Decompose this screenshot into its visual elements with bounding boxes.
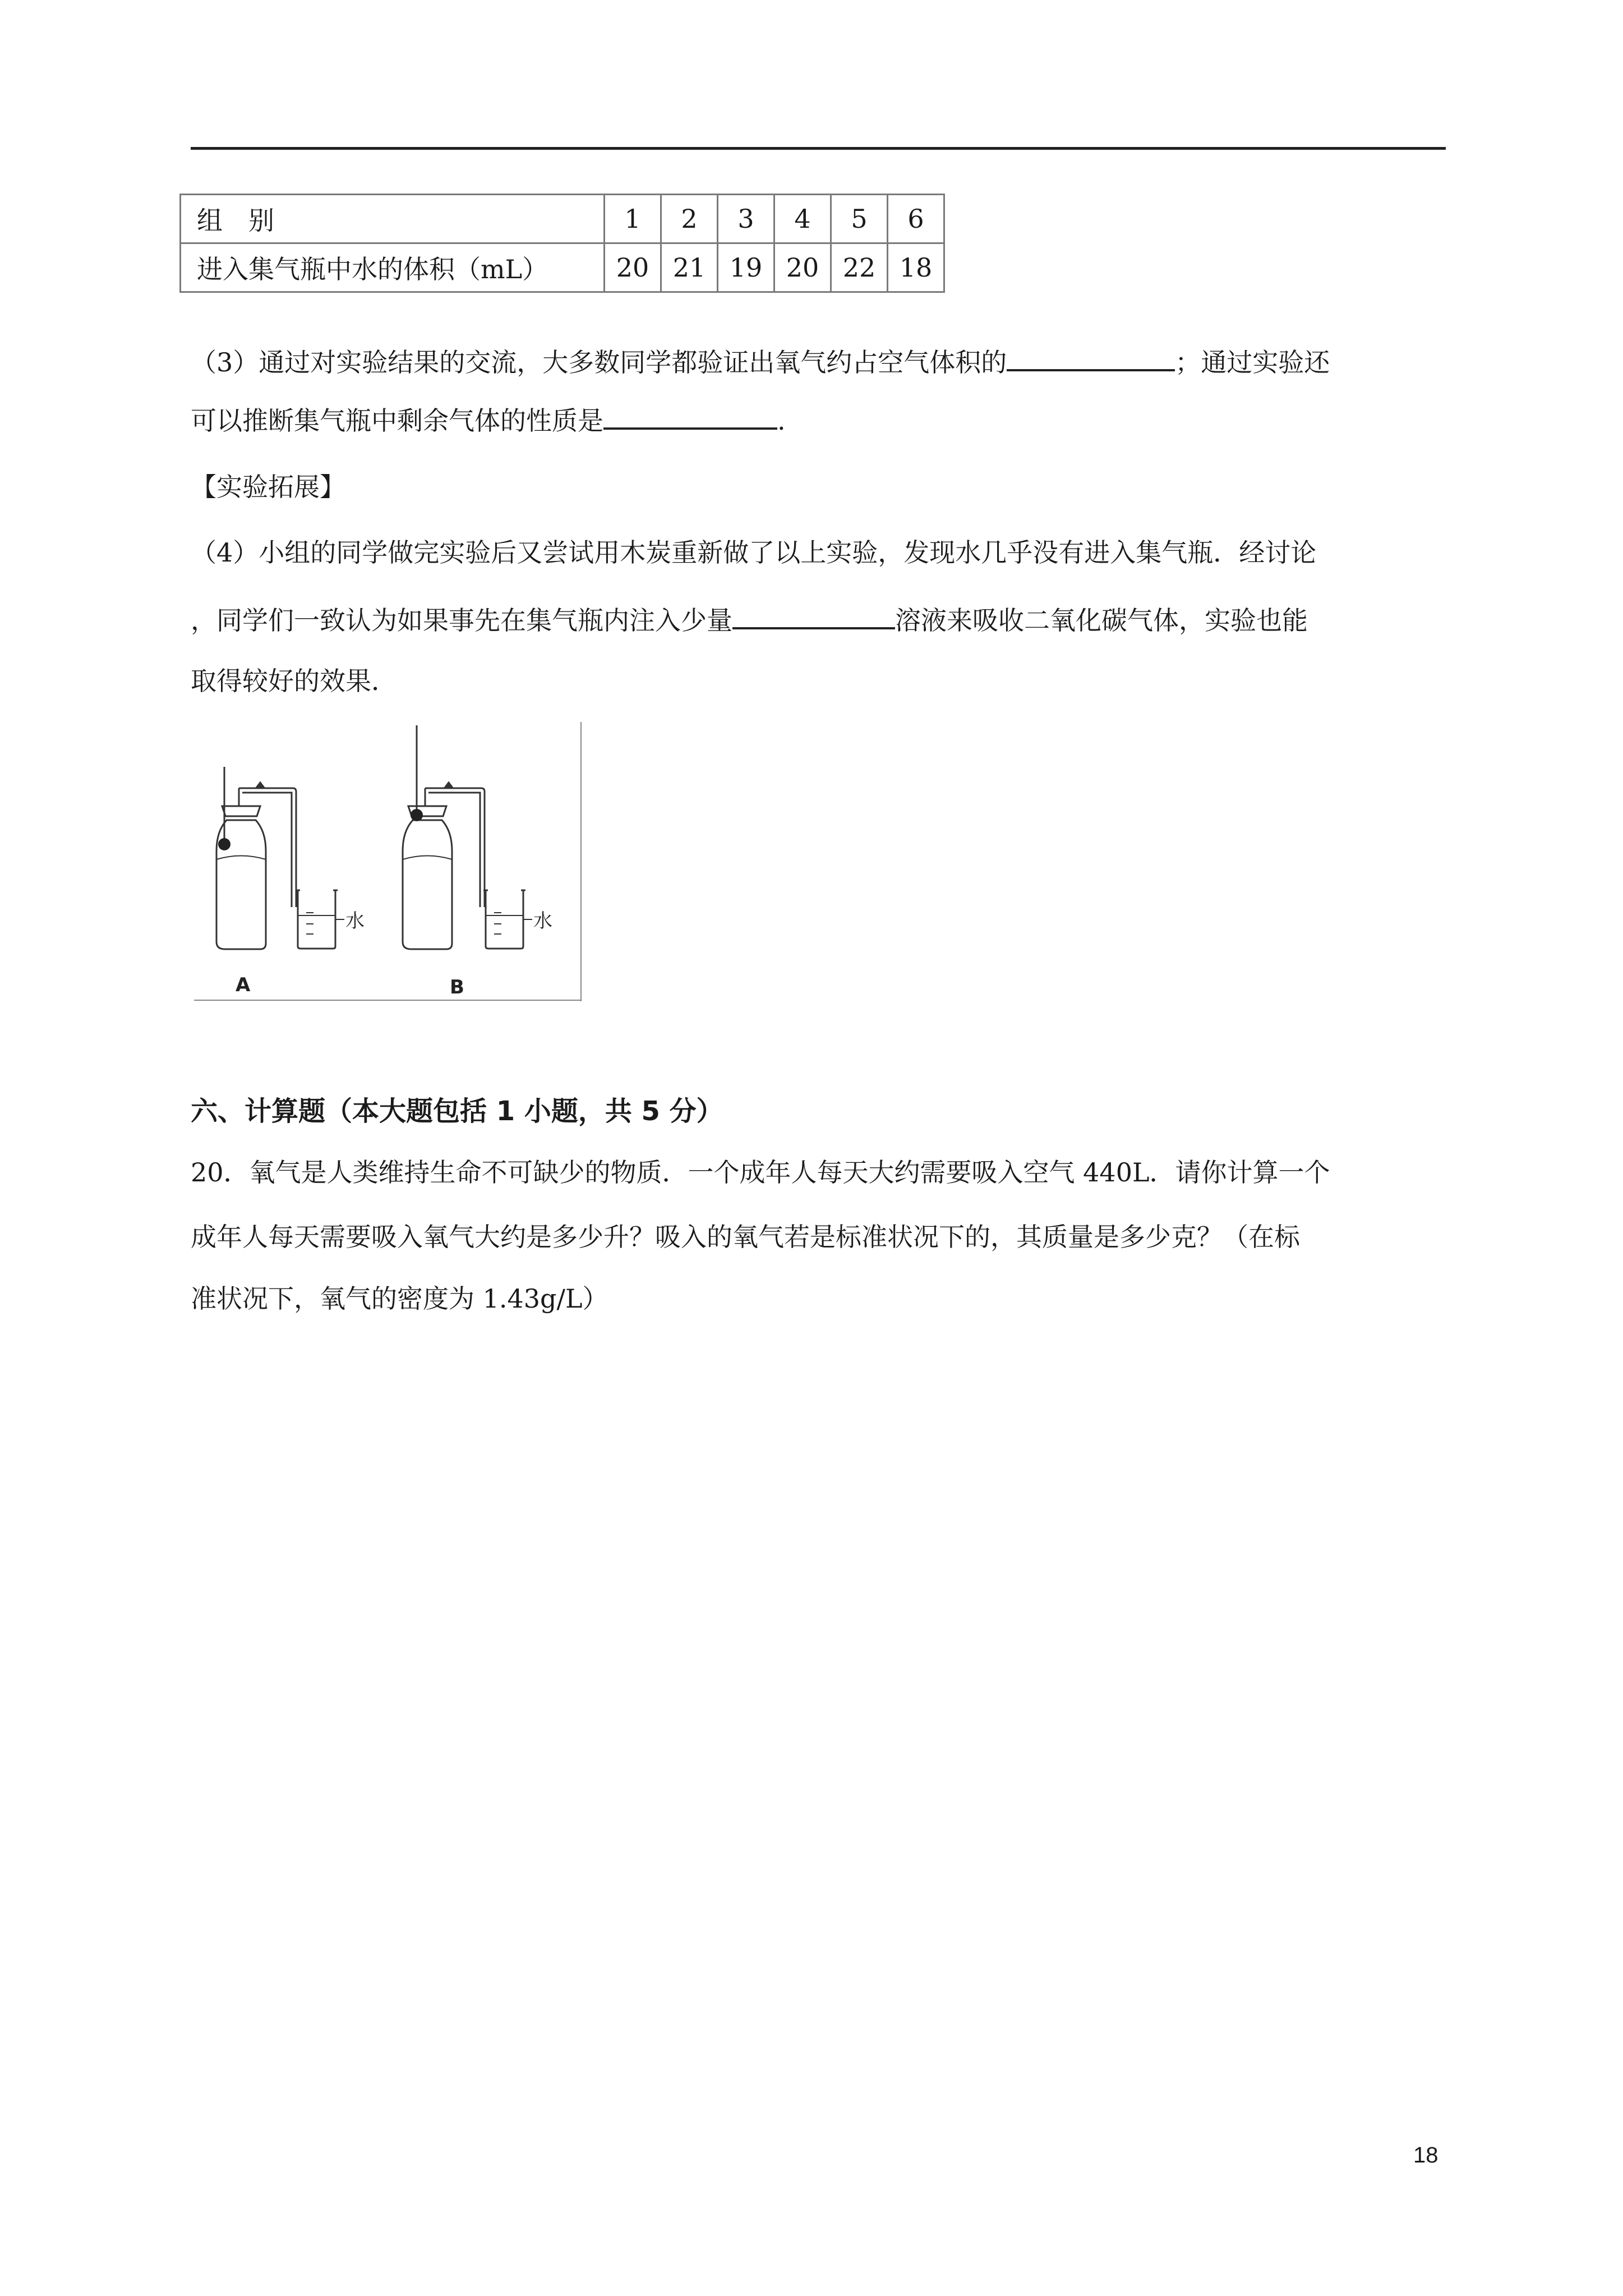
question-3-text: 可以推断集气瓶中剩余气体的性质是 <box>191 406 603 436</box>
answer-blank-oxygen-fraction[interactable] <box>1007 343 1175 371</box>
table-cell-volume: 21 <box>661 243 718 292</box>
figure-label-b: B <box>450 976 464 999</box>
question-3-text: . <box>777 406 786 436</box>
question-3-line-1 <box>191 343 1330 379</box>
page-number: 18 <box>1413 2143 1438 2168</box>
question-3-text: （3）通过对实验结果的交流，大多数同学都验证出氧气约占空气体积的 <box>191 347 1007 378</box>
question-3-text: ；通过实验还 <box>1175 347 1330 378</box>
question-4-line-1: （4）小组的同学做完实验后又尝试用木炭重新做了以上实验，发现水几乎没有进入集气瓶．经讨论 <box>191 537 1317 568</box>
question-3-line-2 <box>191 402 786 438</box>
question-20-line-1: 20．氧气是人类维持生命不可缺少的物质．一个成年人每天大约需要吸入空气 440L．请你计算一个 <box>191 1157 1330 1188</box>
table-cell-volume: 22 <box>831 243 888 292</box>
table-cell-group: 6 <box>888 195 944 243</box>
table-cell-group: 5 <box>831 195 888 243</box>
answer-blank-gas-property[interactable] <box>603 402 777 430</box>
table-cell-volume: 18 <box>888 243 944 292</box>
answer-blank-solution[interactable] <box>732 601 895 629</box>
experiment-table <box>179 194 945 293</box>
apparatus-figure <box>194 722 583 1001</box>
apparatus-diagram <box>194 722 583 1001</box>
figure-label-a: A <box>236 974 251 996</box>
table-row-label: 进入集气瓶中水的体积（mL） <box>181 243 605 292</box>
water-label-a: 水 <box>345 910 365 932</box>
table-cell-group: 1 <box>605 195 661 243</box>
table-row <box>181 195 944 243</box>
question-4-text: ，同学们一致认为如果事先在集气瓶内注入少量 <box>191 605 732 636</box>
table-cell-group: 2 <box>661 195 718 243</box>
table-row <box>181 243 944 292</box>
table-cell-volume: 19 <box>718 243 774 292</box>
table-header-label: 组 别 <box>181 195 605 243</box>
table-cell-group: 4 <box>774 195 831 243</box>
table-cell-volume: 20 <box>774 243 831 292</box>
experiment-extension-heading: 【实验拓展】 <box>191 472 345 502</box>
header-rule <box>191 147 1446 150</box>
table-cell-volume: 20 <box>605 243 661 292</box>
question-4-text: 溶液来吸收二氧化碳气体，实验也能 <box>895 605 1308 636</box>
question-20-line-2: 成年人每天需要吸入氧气大约是多少升？吸入的氧气若是标准状况下的，其质量是多少克？（在标 <box>191 1222 1300 1252</box>
question-4-line-3: 取得较好的效果． <box>191 666 397 696</box>
question-20-line-3: 准状况下，氧气的密度为 1.43g/L） <box>191 1283 608 1314</box>
water-label-b: 水 <box>533 910 552 932</box>
section-6-title: 六、计算题（本大题包括 1 小题，共 5 分） <box>191 1096 723 1127</box>
table-cell-group: 3 <box>718 195 774 243</box>
question-4-line-2 <box>191 601 1308 637</box>
